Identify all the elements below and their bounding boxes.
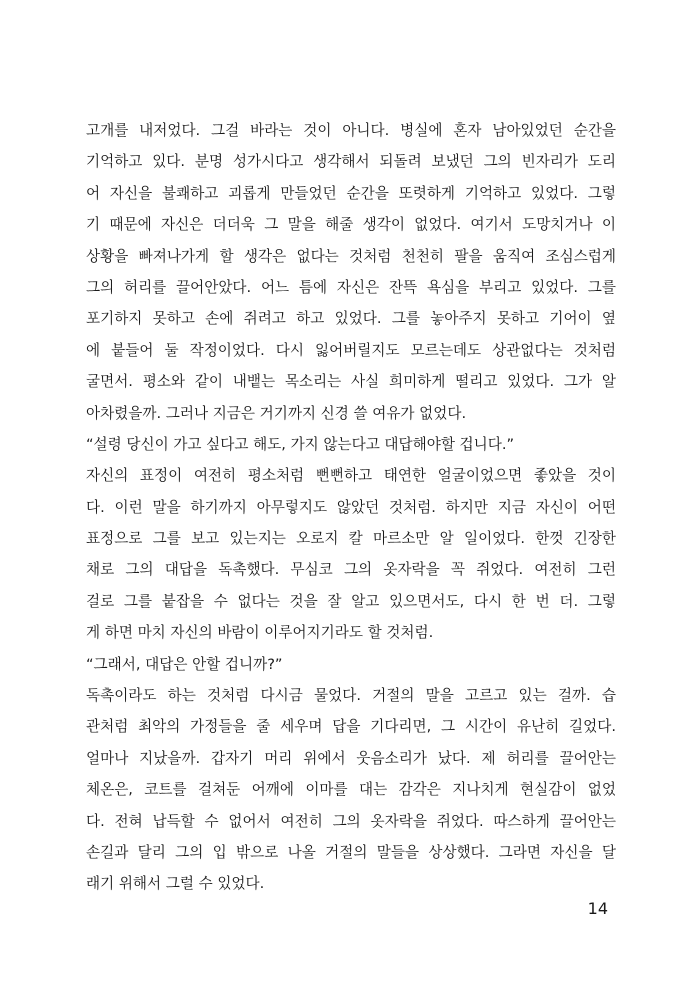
text-line: 다. 전혀 납득할 수 없어서 여전히 그의 옷자락을 쥐었다. 따스하게 끌어안는 <box>86 812 616 830</box>
text-line: 다. 이런 말을 하기까지 아무렇지도 않았던 것처럼. 하지만 지금 자신이 어떤 <box>86 498 616 516</box>
text-line: 얼마나 지났을까. 갑자기 머리 위에서 웃음소리가 났다. 제 허리를 끌어안는 <box>86 749 616 767</box>
text-line: 아차렸을까. 그러나 지금은 거기까지 신경 쓸 여유가 없었다. <box>86 404 467 422</box>
text-line: 걸로 그를 붙잡을 수 없다는 것을 잘 알고 있으면서도, 다시 한 번 더. 그렇 <box>86 592 616 610</box>
text-line: 표정으로 그를 보고 있는지는 오로지 칼 마르소만 알 일이었다. 한껏 긴장한 <box>86 530 616 548</box>
text-line: “그래서, 대답은 안할 겁니까?” <box>86 655 283 673</box>
text-line: 어 자신을 불쾌하고 괴롭게 만들었던 순간을 또렷하게 기억하고 있었다. 그렇 <box>86 184 616 202</box>
text-line: 자신의 표정이 여전히 평소처럼 뻔뻔하고 태연한 얼굴이었으면 좋았을 것이 <box>86 467 616 485</box>
text-line: “설령 당신이 가고 싶다고 해도, 가지 않는다고 대답해야할 겁니다.” <box>86 435 515 453</box>
text-line: 래기 위해서 그럴 수 있었다. <box>86 875 265 893</box>
text-line: 손길과 달리 그의 입 밖으로 나올 거절의 말들을 상상했다. 그라면 자신을 달 <box>86 843 616 861</box>
text-line: 포기하지 못하고 손에 쥐려고 하고 있었다. 그를 놓아주지 못하고 기어이 옆 <box>86 310 616 328</box>
page-number: 14 <box>587 899 608 918</box>
text-line: 관처럼 최악의 가정들을 줄 세우며 답을 기다리면, 그 시간이 유난히 길었다. <box>86 718 616 736</box>
text-line: 고개를 내저었다. 그걸 바라는 것이 아니다. 병실에 혼자 남아있었던 순간을 <box>86 122 616 139</box>
text-line: 채로 그의 대답을 독촉했다. 무심코 그의 옷자락을 꼭 쥐었다. 여전히 그런 <box>86 561 616 579</box>
body-text <box>86 115 616 900</box>
text-line: 그의 허리를 끌어안았다. 어느 틈에 자신은 잔뜩 욕심을 부리고 있었다. 그를 <box>86 278 616 296</box>
text-line: 굴면서. 평소와 같이 내뱉는 목소리는 사실 희미하게 떨리고 있었다. 그가 알 <box>86 373 616 391</box>
text-line: 체온은, 코트를 걸쳐둔 어깨에 이마를 대는 감각은 지나치게 현실감이 없었 <box>86 781 616 799</box>
text-line: 게 하면 마치 자신의 바람이 이루어지기라도 할 것처럼. <box>86 624 434 642</box>
text-line: 에 붙들어 둘 작정이었다. 다시 잃어버릴지도 모르는데도 상관없다는 것처럼 <box>86 341 616 359</box>
text-line: 기 때문에 자신은 더더욱 그 말을 해줄 생각이 없었다. 여기서 도망치거나 이 <box>86 216 616 234</box>
text-line: 상황을 빠져나가게 할 생각은 없다는 것처럼 천천히 팔을 움직여 조심스럽게 <box>86 247 616 265</box>
text-line: 독촉이라도 하는 것처럼 다시금 물었다. 거절의 말을 고르고 있는 걸까. 습 <box>86 687 616 705</box>
text-line: 기억하고 있다. 분명 성가시다고 생각해서 되돌려 보냈던 그의 빈자리가 도리 <box>86 153 616 171</box>
